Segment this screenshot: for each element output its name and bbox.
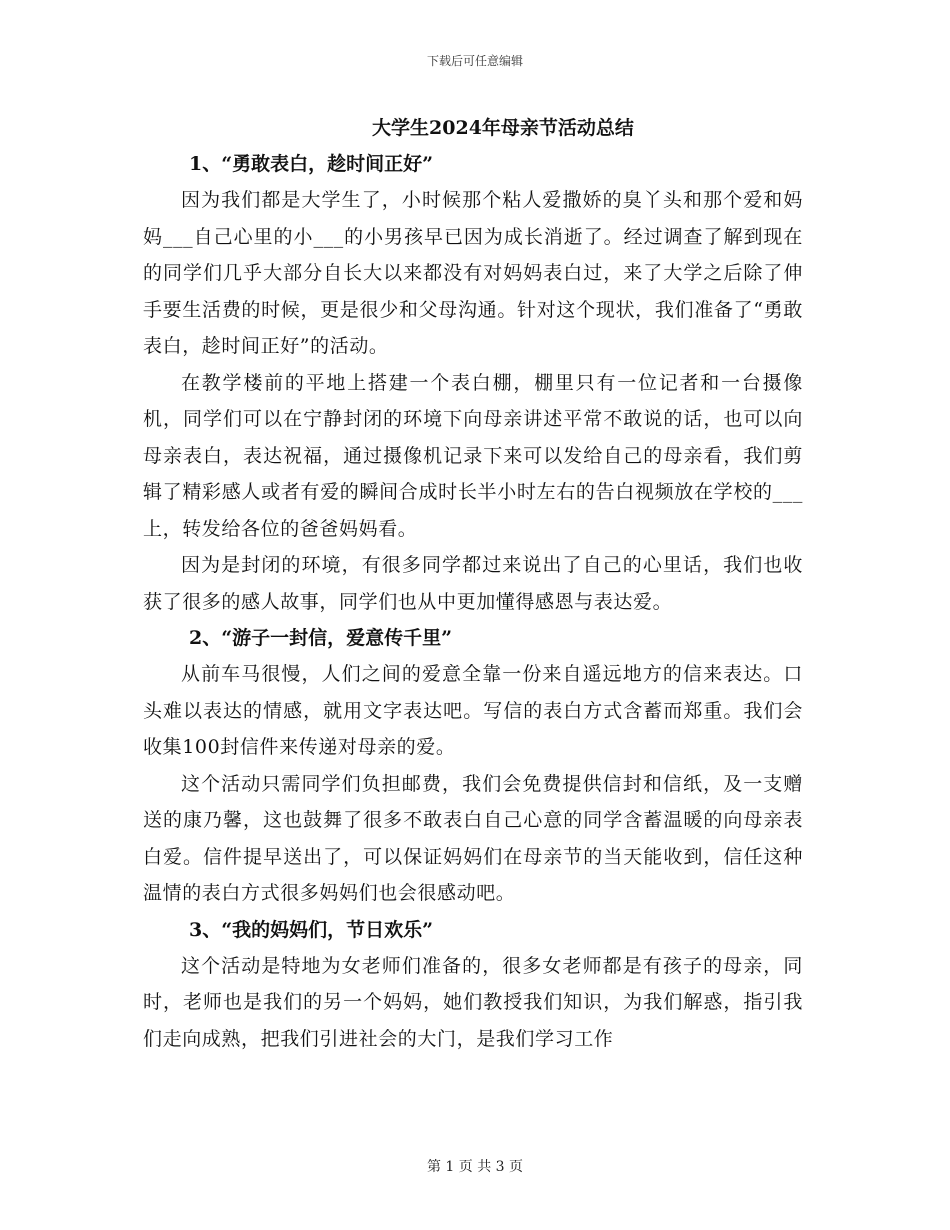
section-2 [143, 620, 803, 912]
paragraph: 因为是封闭的环境，有很多同学都过来说出了自己的心里话，我们也收获了很多的感人故事，同学们也从中更加懂得感恩与表达爱。 [143, 554, 803, 613]
paragraph: 这个活动是特地为女老师们准备的，很多女老师都是有孩子的母亲，同时，老师也是我们的另一个妈妈，她们教授我们知识，为我们解惑，指引我们走向成熟，把我们引进社会的大门，是我们学习工作 [143, 954, 803, 1050]
section-heading: 3、“我的妈妈们，节日欢乐” [189, 918, 434, 941]
section-1 [143, 146, 803, 620]
document-content [143, 110, 803, 1057]
document-title: 大学生2024年母亲节活动总结 [372, 117, 634, 139]
paragraph: 从前车马很慢，人们之间的爱意全靠一份来自遥远地方的信来表达。口头难以表达的情感，就用文字表达吧。写信的表白方式含蓄而郑重。我们会收集100封信件来传递对母亲的爱。 [143, 663, 803, 758]
section-heading: 2、“游子一封信，爱意传千里” [189, 627, 453, 649]
page-number: 第 1 页 共 3 页 [426, 1159, 524, 1175]
paragraph: 因为我们都是大学生了，小时候那个粘人爱撒娇的臭丫头和那个爱和妈妈___自己心里的小___的小男孩早已因为成长消逝了。经过调查了解到现在的同学们几乎大部分自长大以来都没有对妈妈表白过，来了大学之后除了伸手要生活费的时候，更是很少和父母沟通。针对这个现状，我们准备了“勇敢表白，趁时间正好”的活动。 [143, 189, 803, 357]
section-3 [143, 912, 803, 1058]
header-note: 下载后可任意编辑 [426, 54, 523, 68]
paragraph: 这个活动只需同学们负担邮费，我们会免费提供信封和信纸，及一支赠送的康乃馨，这也鼓舞了很多不敢表白自己心意的同学含蓄温暖的向母亲表白爱。信件提早送出了，可以保证妈妈们在母亲节的当天能收到，信任这种温情的表白方式很多妈妈们也会很感动吧。 [143, 772, 803, 904]
section-heading: 1、“勇敢表白，趁时间正好” [189, 153, 434, 175]
paragraph: 在教学楼前的平地上搭建一个表白棚，棚里只有一位记者和一台摄像机，同学们可以在宁静封闭的环境下向母亲讲述平常不敢说的话，也可以向母亲表白，表达祝福，通过摄像机记录下来可以发给自己的母亲看，我们剪辑了精彩感人或者有爱的瞬间合成时长半小时左右的告白视频放在学校的___上，转发给各位的爸爸妈妈看。 [143, 371, 803, 540]
